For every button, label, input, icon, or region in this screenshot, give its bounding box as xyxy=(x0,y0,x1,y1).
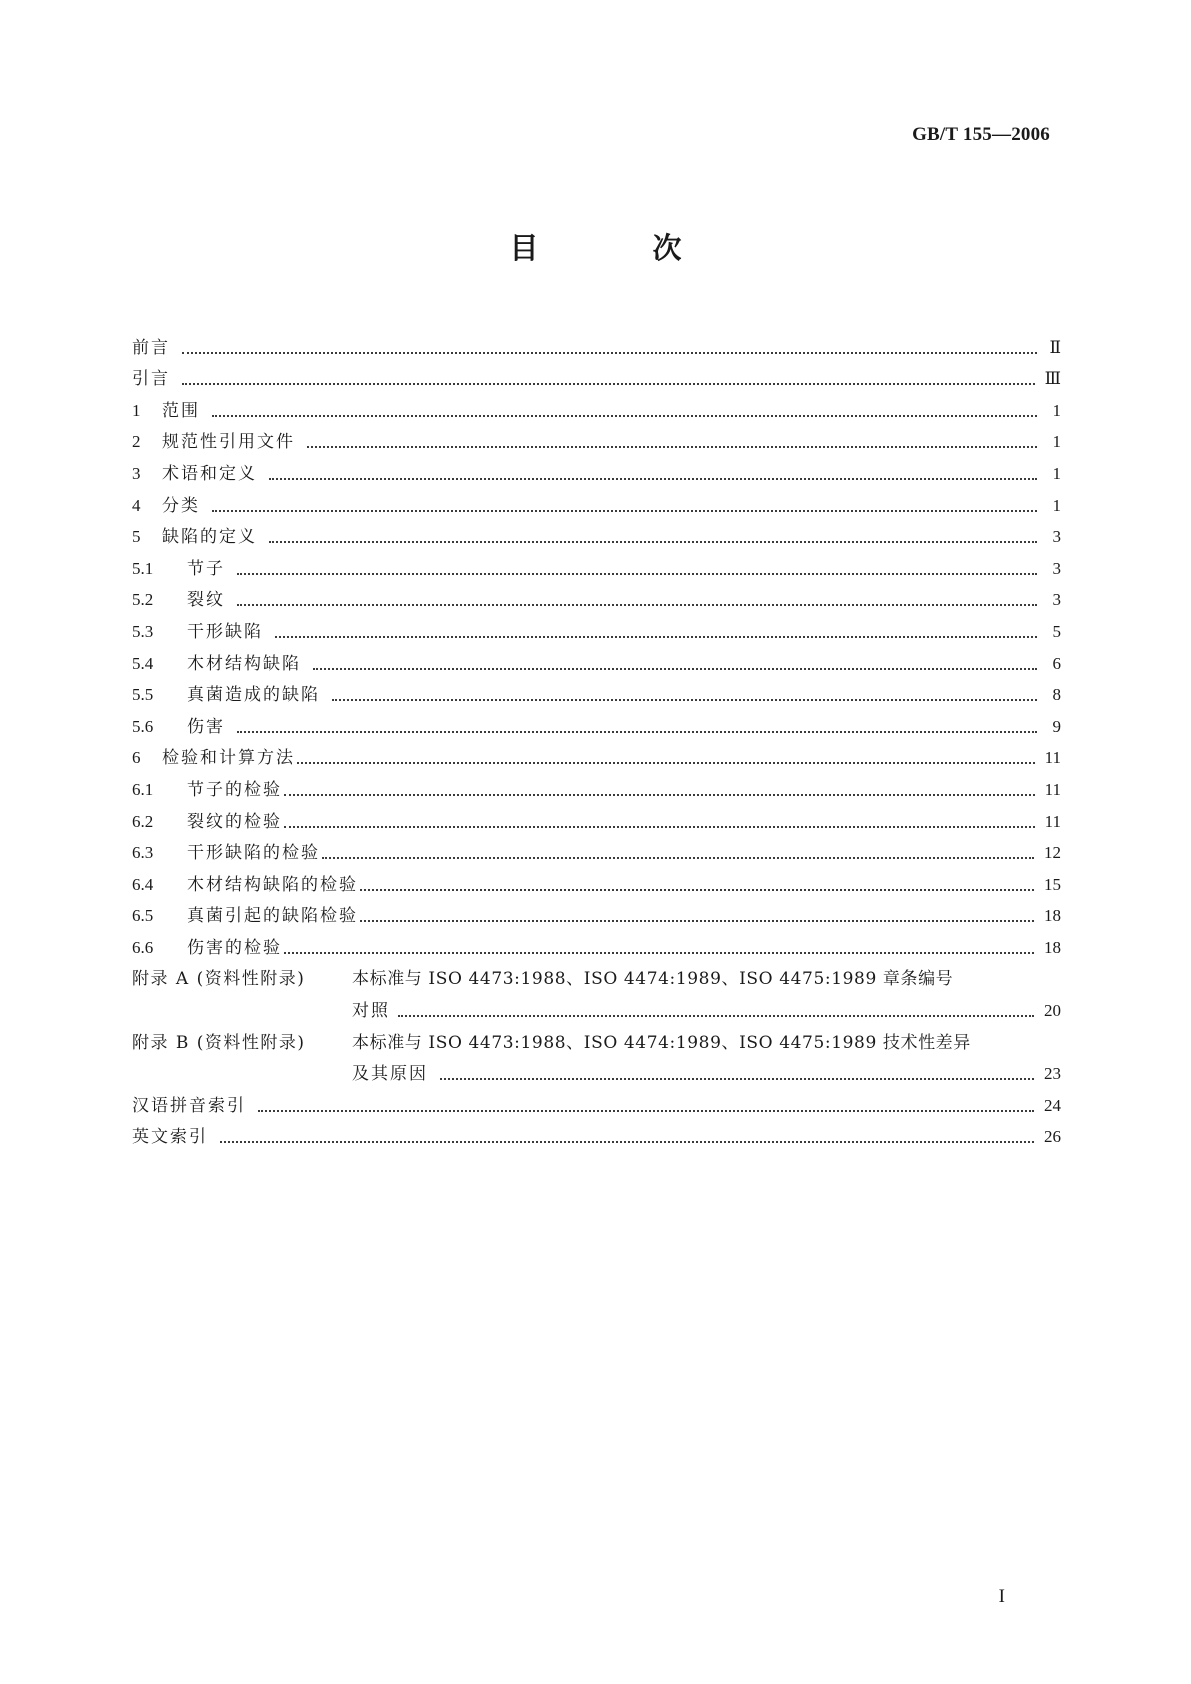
toc-page: 6 xyxy=(1052,653,1061,673)
toc-entry-annex-b[interactable] xyxy=(132,1021,1061,1084)
toc-label: 节子的检验 xyxy=(187,779,282,800)
annex-heading: 附录 A (资料性附录) xyxy=(132,969,306,990)
leader-dots xyxy=(237,731,1037,733)
toc-entry-introduction[interactable] xyxy=(132,358,1061,390)
leader-dots xyxy=(237,604,1037,606)
leader-dots xyxy=(269,478,1037,480)
toc-label: 引言 xyxy=(132,369,170,390)
toc-page: 1 xyxy=(1052,495,1061,515)
toc-entry-6-5[interactable] xyxy=(132,895,1061,927)
toc-entry-5-1[interactable] xyxy=(132,547,1061,579)
toc-entry-5-2[interactable] xyxy=(132,579,1061,611)
toc-entry-4[interactable] xyxy=(132,484,1061,516)
toc-page: 18 xyxy=(1044,937,1061,957)
toc-number: 5.2 xyxy=(132,590,154,610)
toc-number: 3 xyxy=(132,463,141,483)
toc-number: 6.6 xyxy=(132,937,154,957)
toc-page: 3 xyxy=(1052,558,1061,578)
toc-entry-6-4[interactable] xyxy=(132,863,1061,895)
toc-page: 11 xyxy=(1044,748,1061,768)
toc-label: 裂纹的检验 xyxy=(187,811,282,832)
toc-label: 干形缺陷 xyxy=(187,621,263,642)
toc-entry-2[interactable] xyxy=(132,421,1061,453)
leader-dots xyxy=(275,636,1037,638)
leader-dots xyxy=(322,857,1034,859)
toc-entry-5-4[interactable] xyxy=(132,642,1061,674)
toc-entry-6-3[interactable] xyxy=(132,832,1061,864)
toc-label: 真菌造成的缺陷 xyxy=(187,685,320,706)
annex-description-continued: 及其原因 xyxy=(352,1064,428,1085)
toc-label: 英文索引 xyxy=(132,1127,208,1148)
toc-page: 1 xyxy=(1052,463,1061,483)
leader-dots xyxy=(212,415,1037,417)
toc-label: 范围 xyxy=(162,400,200,421)
table-of-contents xyxy=(132,326,1061,1147)
toc-entry-pinyin-index[interactable] xyxy=(132,1084,1061,1116)
toc-page: 9 xyxy=(1052,716,1061,736)
toc-page: 11 xyxy=(1044,811,1061,831)
toc-label: 真菌引起的缺陷检验 xyxy=(187,906,358,927)
toc-number: 5.5 xyxy=(132,685,154,705)
toc-page: 15 xyxy=(1044,874,1061,894)
toc-page: 1 xyxy=(1052,400,1061,420)
toc-label: 汉语拼音索引 xyxy=(132,1095,246,1116)
toc-number: 4 xyxy=(132,495,141,515)
toc-entry-6[interactable] xyxy=(132,737,1061,769)
toc-label: 术语和定义 xyxy=(162,463,257,484)
leader-dots xyxy=(398,1015,1034,1017)
toc-number: 5.3 xyxy=(132,621,154,641)
toc-page: 3 xyxy=(1052,590,1061,610)
page-title: 目 次 xyxy=(509,231,734,265)
toc-page: Ⅲ xyxy=(1044,369,1061,389)
toc-page: Ⅱ xyxy=(1049,337,1061,357)
toc-entry-1[interactable] xyxy=(132,389,1061,421)
annex-description-continued: 对照 xyxy=(352,1001,390,1022)
toc-entry-annex-a[interactable] xyxy=(132,958,1061,1021)
toc-label: 木材结构缺陷的检验 xyxy=(187,874,358,895)
toc-page: 20 xyxy=(1044,1001,1061,1021)
annex-heading: 附录 B (资料性附录) xyxy=(132,1032,306,1053)
leader-dots xyxy=(220,1141,1034,1143)
toc-page: 26 xyxy=(1044,1127,1061,1147)
toc-page: 11 xyxy=(1044,779,1061,799)
leader-dots xyxy=(182,352,1037,354)
toc-page: 18 xyxy=(1044,906,1061,926)
toc-number: 6.5 xyxy=(132,906,154,926)
toc-number: 5.1 xyxy=(132,558,154,578)
toc-number: 6 xyxy=(132,748,141,768)
toc-entry-3[interactable] xyxy=(132,452,1061,484)
toc-number: 6.2 xyxy=(132,811,154,831)
toc-entry-6-1[interactable] xyxy=(132,768,1061,800)
leader-dots xyxy=(237,573,1037,575)
toc-page: 1 xyxy=(1052,432,1061,452)
leader-dots xyxy=(360,889,1034,891)
toc-label: 木材结构缺陷 xyxy=(187,653,301,674)
toc-entry-foreword[interactable] xyxy=(132,326,1061,358)
toc-entry-english-index[interactable] xyxy=(132,1116,1061,1148)
toc-entry-5[interactable] xyxy=(132,516,1061,548)
toc-label: 干形缺陷的检验 xyxy=(187,843,320,864)
leader-dots xyxy=(313,668,1037,670)
leader-dots xyxy=(307,446,1037,448)
toc-entry-5-5[interactable] xyxy=(132,674,1061,706)
leader-dots xyxy=(269,541,1037,543)
toc-label: 伤害 xyxy=(187,716,225,737)
toc-number: 5 xyxy=(132,527,141,547)
toc-number: 6.3 xyxy=(132,843,154,863)
leader-dots xyxy=(258,1110,1034,1112)
leader-dots xyxy=(297,762,1035,764)
toc-page: 24 xyxy=(1044,1095,1061,1115)
leader-dots xyxy=(284,952,1034,954)
toc-page: 12 xyxy=(1044,843,1061,863)
standard-number: GB/T 155—2006 xyxy=(912,124,1050,145)
toc-label: 裂纹 xyxy=(187,590,225,611)
toc-label: 规范性引用文件 xyxy=(162,432,295,453)
toc-page: 3 xyxy=(1052,527,1061,547)
annex-description: 本标准与 ISO 4473:1988、ISO 4474:1989、ISO 4475:1989 章条编号 xyxy=(352,969,954,990)
leader-dots xyxy=(332,699,1037,701)
toc-entry-6-6[interactable] xyxy=(132,926,1061,958)
toc-entry-6-2[interactable] xyxy=(132,800,1061,832)
leader-dots xyxy=(182,383,1035,385)
toc-number: 6.1 xyxy=(132,779,154,799)
leader-dots xyxy=(360,920,1034,922)
toc-label: 伤害的检验 xyxy=(187,937,282,958)
toc-entry-5-6[interactable] xyxy=(132,705,1061,737)
toc-page: 5 xyxy=(1052,621,1061,641)
leader-dots xyxy=(284,794,1035,796)
toc-number: 2 xyxy=(132,432,141,452)
annex-description: 本标准与 ISO 4473:1988、ISO 4474:1989、ISO 4475:1989 技术性差异 xyxy=(352,1032,971,1053)
toc-label: 检验和计算方法 xyxy=(162,748,295,769)
toc-label: 分类 xyxy=(162,495,200,516)
leader-dots xyxy=(440,1078,1034,1080)
toc-number: 5.6 xyxy=(132,716,154,736)
toc-number: 1 xyxy=(132,400,141,420)
toc-label: 缺陷的定义 xyxy=(162,527,257,548)
toc-label: 节子 xyxy=(187,558,225,579)
toc-label: 前言 xyxy=(132,337,170,358)
toc-page: 8 xyxy=(1052,685,1061,705)
toc-number: 5.4 xyxy=(132,653,154,673)
page-number: I xyxy=(998,1586,1005,1607)
leader-dots xyxy=(284,826,1035,828)
toc-number: 6.4 xyxy=(132,874,154,894)
toc-entry-5-3[interactable] xyxy=(132,610,1061,642)
leader-dots xyxy=(212,510,1037,512)
toc-page: 23 xyxy=(1044,1064,1061,1084)
